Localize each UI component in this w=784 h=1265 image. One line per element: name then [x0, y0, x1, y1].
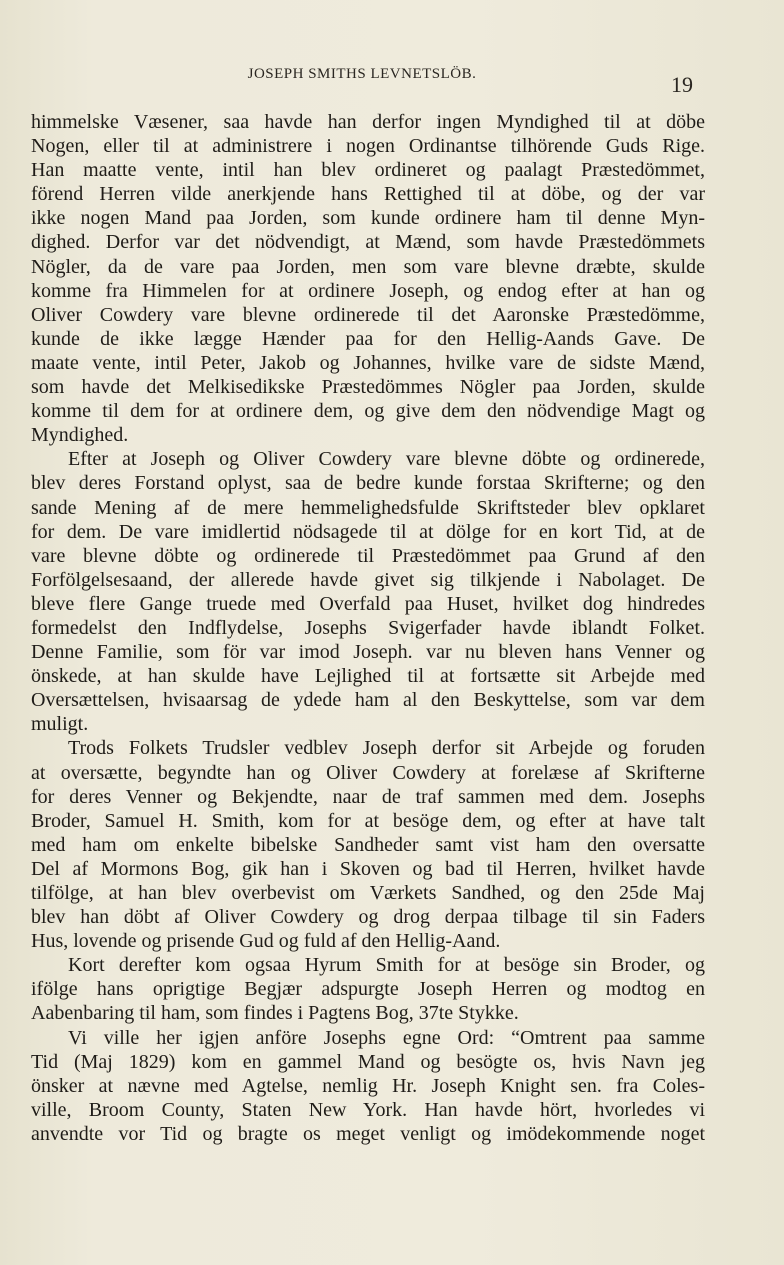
text-line: Efter at Joseph og Oliver Cowdery vare blevne döbte og ordinerede,	[68, 448, 705, 471]
text-line: sande Mening af de mere hemmelighedsfulde Skriftsteder blev opklaret	[31, 496, 705, 519]
text-line: for deres Venner og Bekjendte, naar de traf sammen med dem. Josephs	[31, 785, 705, 808]
page-header	[31, 66, 693, 96]
text-line: vare blevne döbte og ordinerede til Præstedömmet paa Grund af den	[31, 544, 705, 567]
text-line: Kort derefter kom ogsaa Hyrum Smith for at besöge sin Broder, og	[68, 954, 705, 977]
body-text	[31, 110, 705, 1146]
text-line: Hus, lovende og prisende Gud og fuld af den Hellig-Aand.	[31, 930, 501, 953]
text-line: Forfölgelsesaand, der allerede havde givet sig tilkjende i Nabolaget. De	[31, 568, 705, 591]
text-line: maate vente, intil Peter, Jakob og Johannes, hvilke vare de sidste Mænd,	[31, 351, 705, 374]
text-line: Oversættelsen, hvisaarsag de ydede ham al den Beskyttelse, som var dem	[31, 689, 705, 712]
text-line: Nögler, da de vare paa Jorden, men som vare blevne dræbte, skulde	[31, 255, 705, 278]
text-line: ville, Broom County, Staten New York. Han havde hört, hvorledes vi	[31, 1098, 705, 1121]
text-line: kunde de ikke lægge Hænder paa for den Hellig-Aands Gave. De	[31, 327, 705, 350]
text-line: Vi ville her igjen anföre Josephs egne Ord: “Omtrent paa samme	[68, 1026, 705, 1049]
text-line: som havde det Melkisedikske Præstedömmes Nögler paa Jorden, skulde	[31, 376, 705, 399]
text-line: Nogen, eller til at administrere i nogen Ordinantse tilhörende Guds Rige.	[31, 135, 705, 158]
text-line: Myndighed.	[31, 424, 129, 447]
text-line: Han maatte vente, intil han blev ordineret og paalagt Præstedömmet,	[31, 159, 705, 182]
running-title: JOSEPH SMITHS LEVNETSLÖB.	[247, 66, 477, 82]
text-line: dighed. Derfor var det nödvendigt, at Mænd, som havde Præstedömmets	[31, 231, 705, 254]
text-line: for dem. De vare imidlertid nödsagede til at dölge for en kort Tid, at de	[31, 520, 705, 543]
text-line: blev han döbt af Oliver Cowdery og drog derpaa tilbage til sin Faders	[31, 906, 705, 929]
text-line: önskede, at han skulde have Lejlighed til at fortsætte sit Arbejde med	[31, 665, 705, 688]
text-line: Denne Familie, som för var imod Joseph. var nu bleven hans Venner og	[31, 641, 705, 664]
text-line: Del af Mormons Bog, gik han i Skoven og bad til Herren, hvilket havde	[31, 857, 705, 880]
text-line: anvendte vor Tid og bragte os meget venligt og imödekommende noget	[31, 1122, 705, 1145]
text-line: komme til dem for at ordinere dem, og give dem den nödvendige Magt og	[31, 400, 705, 423]
text-line: himmelske Væsener, saa havde han derfor ingen Myndighed til at döbe	[31, 111, 705, 133]
text-line: bleve flere Gange truede med Overfald paa Huset, hvilket dog hindredes	[31, 592, 705, 615]
text-line: tilfölge, at han blev overbevist om Værkets Sandhed, og den 25de Maj	[31, 882, 705, 904]
text-line: muligt.	[31, 713, 89, 736]
text-line: Aabenbaring til ham, som findes i Pagtens Bog, 37te Stykke.	[31, 1002, 519, 1025]
text-line: förend Herren vilde anerkjende hans Rettighed til at döbe, og der var	[31, 183, 705, 206]
text-line: blev deres Forstand oplyst, saa de bedre kunde forstaa Skrifterne; og den	[31, 472, 705, 495]
text-line: önsker at nævne med Agtelse, nemlig Hr. Joseph Knight sen. fra Coles-	[31, 1074, 705, 1097]
text-line: med ham om enkelte bibelske Sandheder samt vist ham den oversatte	[31, 833, 705, 856]
text-line: Trods Folkets Trudsler vedblev Joseph derfor sit Arbejde og foruden	[68, 737, 705, 760]
text-line: ifölge hans oprigtige Begjær adspurgte Joseph Herren og modtog en	[31, 978, 705, 1001]
text-line: ikke nogen Mand paa Jorden, som kunde ordinere ham til denne Myn-	[31, 207, 705, 230]
text-line: Oliver Cowdery vare blevne ordinerede til det Aaronske Præstedömme,	[31, 303, 705, 326]
text-line: Broder, Samuel H. Smith, kom for at besöge dem, og efter at have talt	[31, 809, 705, 832]
text-line: Tid (Maj 1829) kom en gammel Mand og besögte os, hvis Navn jeg	[31, 1050, 705, 1073]
text-line: formedelst den Indflydelse, Josephs Svigerfader havde iblandt Folket.	[31, 616, 705, 639]
text-line: at oversætte, begyndte han og Oliver Cowdery at forelæse af Skrifterne	[31, 761, 705, 784]
text-line: komme fra Himmelen for at ordinere Joseph, og endog efter at han og	[31, 279, 705, 302]
page-number: 19	[671, 72, 693, 97]
